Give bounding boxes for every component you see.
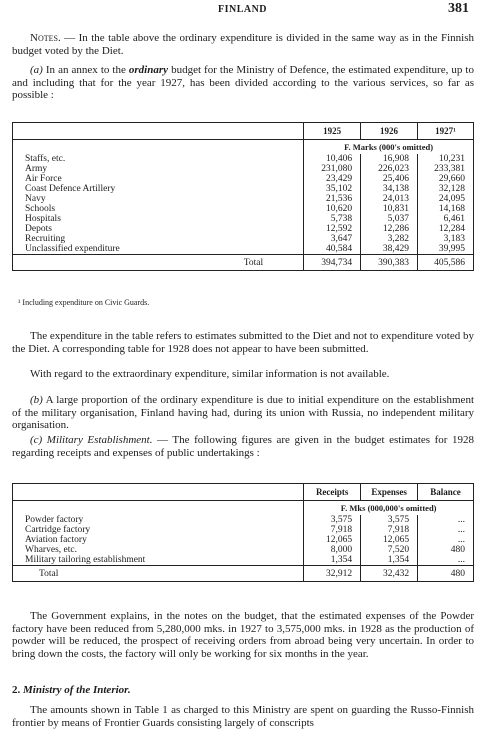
paragraph-b2: With regard to the extraordinary expenditure, similar information is not available. [30,368,390,380]
paragraph-government: The Government explains, in the notes on the budget, that the estimated expenses of the Powder factory have been reduced from 5,280,000 mks. in 1927 to 3,575,000 mks. in 1928 as the production of powder will be reduced, the prospect of receiving orders from abroad being very uncertain. In order to bring down the costs, the factory will only be working for six months in the year. [12,610,474,660]
t2-col-balance: Balance [418,484,474,501]
t1-col-1927: 1927¹ [418,123,474,140]
table-row: Military tailoring establishment 1,354 1,354 ... [13,555,474,566]
para-a-text-before: In an annex to the [42,64,129,76]
paragraph-b3: (b) A large proportion of the ordinary expenditure is due to initial expenditure on the establishment of the military organisation, Finland having had, during its union with Russia, no independent military organisation. [12,394,474,431]
notes-lead: Notes. [30,32,61,44]
table-row: Army 231,080 226,023 233,381 [13,164,474,174]
table-row: Wharves, etc. 8,000 7,520 480 [13,545,474,555]
paragraph-b1: The expenditure in the table refers to estimates submitted to the Diet and not to expenditure voted by the Diet. A corresponding table for 1928 does not appear to have been submitted. [12,330,474,355]
table-row: Aviation factory 12,065 12,065 ... [13,535,474,545]
table-row: Recruiting 3,647 3,282 3,183 [13,234,474,244]
paragraph-c: (c) Military Establishment. — The following figures are given in the budget estimates for 1928 regarding receipts and expenses of public undertakings : [12,434,474,459]
notes-text: — In the table above the ordinary expenditure is divided in the same way as in the Finnish budget voted by the Diet. [12,32,474,57]
table-row: Air Force 23,429 25,406 29,660 [13,174,474,184]
para-c-heading: Military Establishment. [46,434,153,446]
t1-col-1926: 1926 [361,123,418,140]
paragraph-last: The amounts shown in Table 1 as charged to this Ministry are spent on guarding the Russo-Finnish frontier by means of Frontier Guards consisting largely of conscripts [12,704,474,729]
table-row: Unclassified expenditure 40,584 38,429 39,995 [13,244,474,255]
section-2-heading [12,684,474,697]
table-row: Cartridge factory 7,918 7,918 ... [13,525,474,535]
public-undertakings-table [12,483,474,582]
table-row: Hospitals 5,738 5,037 6,461 [13,214,474,224]
t1-col-1925: 1925 [304,123,361,140]
t1-unit: F. Marks (000's omitted) [304,140,474,155]
table-row: Staffs, etc. 10,406 16,908 10,231 [13,154,474,164]
t2-col-expenses: Expenses [361,484,418,501]
table-row: Depots 12,592 12,286 12,284 [13,224,474,234]
notes-paragraph [12,32,474,57]
table-row: Navy 21,536 24,013 24,095 [13,194,474,204]
table-row: Powder factory 3,575 3,575 ... [13,515,474,525]
section-number: 2. [12,684,21,696]
para-c-marker: (c) [30,434,43,446]
paragraph-a [12,64,474,102]
table-total-row: Total 32,912 32,432 480 [13,566,474,582]
table-row: Coast Defence Artillery 35,102 34,138 32,128 [13,184,474,194]
para-a-ordinary: ordinary [128,64,169,76]
section-title: Ministry of the Interior. [23,684,131,696]
defence-expenditure-table [12,122,474,271]
page-number: 381 [448,1,469,16]
para-a-text-after: budget for the Ministry of Defence, the estimated expenditure, up to and including that for the year 1927, has been divided according to the various services, so far as possible : [12,64,474,101]
para-b-marker: (b) [30,394,43,406]
running-header: FINLAND [217,4,268,15]
t2-col-receipts: Receipts [304,484,361,501]
table-footnote: ¹ Including expenditure on Civic Guards. [18,298,150,307]
table-total-row: Total 394,734 390,383 405,586 [13,255,474,271]
para-a-marker: (a) [30,64,43,76]
t2-unit: F. Mks (000,000's omitted) [304,501,474,516]
table-row: Schools 10,620 10,831 14,168 [13,204,474,214]
